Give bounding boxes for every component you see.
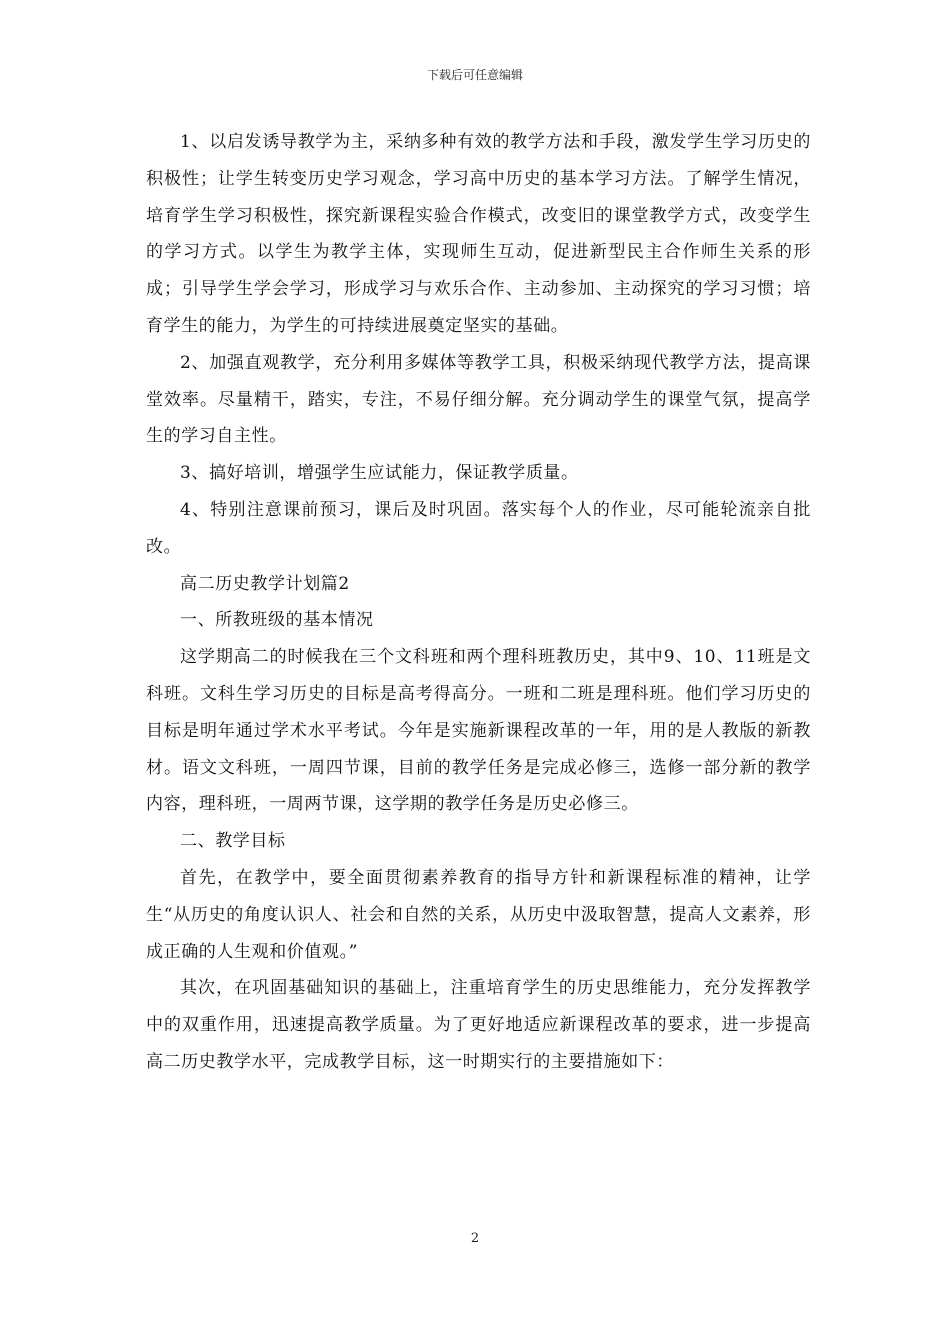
section-title: 高二历史教学计划篇2 [180, 573, 350, 594]
paragraph-measure-1: 1、以启发诱导教学为主，采纳多种有效的教学方法和手段，激发学生学习历史的积极性；让学生转变历史学习观念，学习高中历史的基本学习方法。了解学生情况，培育学生学习积极性，探究新课程实验合作模式，改变旧的课堂教学方式，改变学生的学习方式。以学生为教学主体，实现师生互动，促进新型民主合作师生关系的形成；引导学生学会学习，形成学习与欢乐合作、主动参加、主动探究的学习习惯；培育学生的能力，为学生的可持续进展奠定坚实的基础。 [146, 132, 811, 336]
heading-class-situation: 一、所教班级的基本情况 [180, 610, 374, 631]
paragraph-class-situation: 这学期高二的时候我在三个文科班和两个理科班教历史，其中9、10、11班是文科班。文科生学习历史的目标是高考得高分。一班和二班是理科班。他们学习历史的目标是明年通过学术水平考试。今年是实施新课程改革的一年，用的是人教版的新教材。语文文科班，一周四节课，目前的教学任务是完成必修三，选修一部分新的教学内容，理科班，一周两节课，这学期的教学任务是历史必修三。 [146, 647, 811, 815]
paragraph-goals-second: 其次，在巩固基础知识的基础上，注重培育学生的历史思维能力，充分发挥教学中的双重作用，迅速提高教学质量。为了更好地适应新课程改革的要求，进一步提高高二历史教学水平，完成教学目标，这一时期实行的主要措施如下： [146, 978, 811, 1072]
page-header: 下载后可任意编辑 [426, 68, 523, 82]
paragraph-goals-first: 首先，在教学中，要全面贯彻素养教育的指导方针和新课程标准的精神，让学生“从历史的角度认识人、社会和自然的关系，从历史中汲取智慧，提高人文素养，形成正确的人生观和价值观。” [146, 867, 811, 962]
page-number: 2 [470, 1231, 480, 1246]
paragraph-measure-3: 3、搞好培训，增强学生应试能力，保证教学质量。 [180, 463, 579, 484]
document-body [146, 124, 811, 1081]
paragraph-measure-4: 4、特别注意课前预习，课后及时巩固。落实每个人的作业，尽可能轮流亲自批改。 [146, 499, 811, 557]
paragraph-measure-2: 2、加强直观教学，充分利用多媒体等教学工具，积极采纳现代教学方法，提高课堂效率。尽量精干，踏实，专注，不易仔细分解。充分调动学生的课堂气氛，提高学生的学习自主性。 [146, 352, 811, 447]
heading-teaching-goals: 二、教学目标 [180, 831, 286, 852]
